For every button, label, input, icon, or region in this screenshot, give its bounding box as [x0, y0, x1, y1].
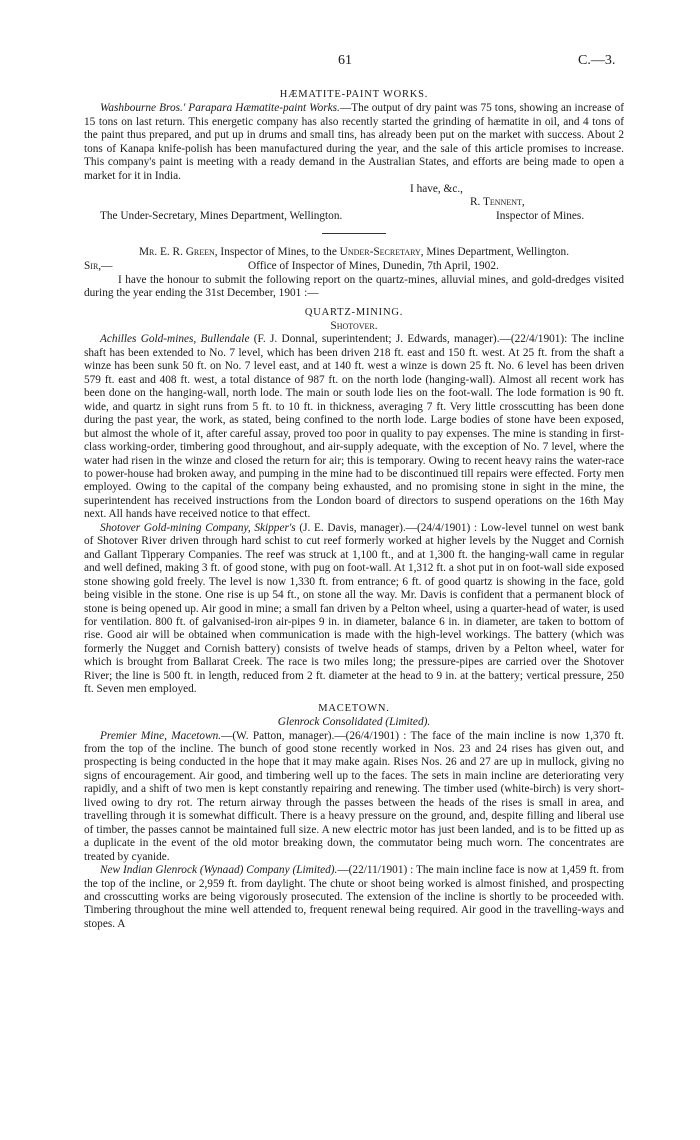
- signatory-title: Inspector of Mines.: [496, 210, 585, 223]
- signatory-name: R. Tennent,: [470, 196, 525, 209]
- page-number: 61: [338, 53, 352, 68]
- district-heading-shotover: Shotover.: [330, 319, 378, 332]
- document-reference: C.—3.: [578, 53, 616, 68]
- new-indian-glenrock-paragraph: New Indian Glenrock (Wynaad) Company (Limited).—(22/11/1901) : The main incline face is now at 1,459 ft. from the top of the incline, or 2,959 ft. from daylight. The chute or shoot being worked is almost finished, and prospecting and crosscutting works are being vigorously prosecuted. The extension of the incline is shortly to be proceeded with. Timbering throughout the mine well attended to, frequent renewal being required. Air good in the travelling-ways and stopes. A: [84, 864, 624, 930]
- section-heading-macetown: MACETOWN.: [318, 702, 390, 714]
- mine-name: New Indian Glenrock (Wynaad) Company (Limited).: [100, 864, 338, 877]
- report-intro: Mr. E. R. Green, Inspector of Mines, to the Under-Secretary, Mines Department, Wellington.: [138, 246, 570, 259]
- paragraph-text: —The output of dry paint was 75 tons, showing an increase of 15 tons on last return. This energetic company has also recently started the grinding of hæmatite in oil, and 4 tons of the paint thus prepared, and put up in drums and small tins, has already been put on the market with success. About 2 tons of Kanapa knife-polish has been manufactured during the year, and the sale of this article promises to increase. This company's paint is meeting with a ready demand in the Australian States, and efforts are being made to open a market for it in India.: [84, 102, 624, 182]
- haematite-paragraph: [84, 102, 624, 183]
- section-heading-haematite: HÆMATITE-PAINT WORKS.: [279, 89, 429, 100]
- office-address: Office of Inspector of Mines, Dunedin, 7th April, 1902.: [248, 259, 499, 272]
- salutation: Sir,—: [84, 259, 113, 272]
- company-name: Washbourne Bros.' Parapara Hæmatite-paint Works.: [100, 102, 340, 115]
- mine-name: Shotover Gold-mining Company, Skipper's: [100, 521, 296, 534]
- shotover-paragraph: Shotover Gold-mining Company, Skipper's (J. E. Davis, manager).—(24/4/1901) : Low-level tunnel on west bank of Shotover River driven through hard schist to cut reef formerly worked at higher levels by the Nugget and Cornish and Gallant Tipperary Companies. The reef was struck at 1,100 ft., and at 1,300 ft. the hanging-wall came in regular and well defined, making 3 ft. of good stone, with pug on foot-wall. At 1,312 ft. a shot put in on foot-wall side exposed stone showing gold freely. The level is now 1,330 ft. from entrance; 6 ft. of good quartz is showing in the face, gold being visible in the stone. One rise is up 54 ft., on stone all the way. Mr. Davis is confident that a permanent block of stone is being opened up. Air good in mine; a small fan driven by a Pelton wheel, using a quarter-head of water, is used for ventilation. 800 ft. of galvanised-iron air-pipes 9 in. in diameter, balance 6 in. in diameter, are taken to bottom of rise. Good air will be obtained when communication is made with the high-level workings. The battery (which was formerly the Nugget and Cornish battery) consists of twelve heads of stamps, driven by a Pelton wheel, water for which is brought from Ballarat Creek. The race is two miles long; the pressure-pipes are carried over the Shotover River; the line is 500 ft. in length, reduced from 2 ft. diameter at the head to 9 in. at the battery; vertical pressure, 250 ft. Seven men employed.: [84, 521, 624, 696]
- addressee: The Under-Secretary, Mines Department, Wellington.: [100, 210, 343, 223]
- mine-name: Premier Mine, Macetown.: [100, 729, 222, 742]
- page-content: [84, 87, 624, 931]
- salutation-line: [84, 260, 624, 274]
- company-heading: Glenrock Consolidated (Limited).: [277, 716, 431, 729]
- section-heading-quartz: QUARTZ-MINING.: [304, 306, 404, 318]
- section-divider: [322, 233, 386, 234]
- report-opening: I have the honour to submit the following report on the quartz-mines, alluvial mines, and gold-dredges visited during the year ending the 31st December, 1901 :—: [84, 273, 624, 300]
- closing: I have, &c.,: [410, 183, 464, 196]
- achilles-paragraph: Achilles Gold-mines, Bullendale (F. J. Donnal, superintendent; J. Edwards, manager).—(22/4/1901): The incline shaft has been extended to No. 7 level, which has been driven 218 ft. east and 150 ft. west. At 25 ft. from the shaft a winze has been sunk 50 ft. on No. 7 level east, and at 140 ft. west a winze is down 25 ft. No. 6 level has been driven 579 ft. east and 408 ft. west, a total distance of 987 ft. on the north lode (hanging-wall). Almost all recent work has been done on the hanging-wall, north lode. The main or south lode lies on the foot-wall. The lode formation is 90 ft. wide, and quartz in sight runs from 5 ft. to 10 ft. in thickness, averaging 7 ft. Very little crosscutting has been done during the past year, the work, as stated, being confined to the north lode. Large bodies of stone have been exposed, but almost the whole of it, after careful assay, proved too poor in quality to pay expenses. The mine is standing in first-class working-order, timbering good throughout, and air-supply adequate, with the exception of No. 7 level, where the water had risen in the winze and closed the return for air; this is temporary. Owing to recent heavy rains the water-race to power-house had broken away, and pumping in the mine had to be discontinued till repairs were effected. Forty men employed. Owing to the capital of the company being exhausted, and no promising stone in sight in the mine, the superintendent has received instructions from the London board of directors to suspend operations on the 16th May next. All hands have received notice to that effect.: [84, 333, 624, 521]
- signature-block: [84, 183, 624, 223]
- mine-name: Achilles Gold-mines, Bullendale: [100, 333, 250, 346]
- premier-paragraph: Premier Mine, Macetown.—(W. Patton, manager).—(26/4/1901) : The face of the main incline is now 1,370 ft. from the top of the incline. The bunch of good stone recently worked in Nos. 23 and 24 rises has given out, and prospecting is being conducted in the hope that it may make again. Rises Nos. 26 and 27 are up in mullock, giving no signs of encouragement. Air good, and timbering well up to the faces. The sets in main incline are deteriorating very rapidly, and a shift of two men is kept constantly repairing and renewing. The timber used (white-birch) is very short-lived owing to dry rot. The return airway through the passes between the heads of the rises is small in area, and travelling through it is somewhat difficult. There is a heavy pressure on the ground, and, despite filling and liberal use of timber, the passes cannot be maintained full size. A new electric motor has just been landed, and is to be fitted up as a duplicate in the event of the old motor breaking down, the commutator being much worn. The concentrates are treated by cyanide.: [84, 729, 624, 863]
